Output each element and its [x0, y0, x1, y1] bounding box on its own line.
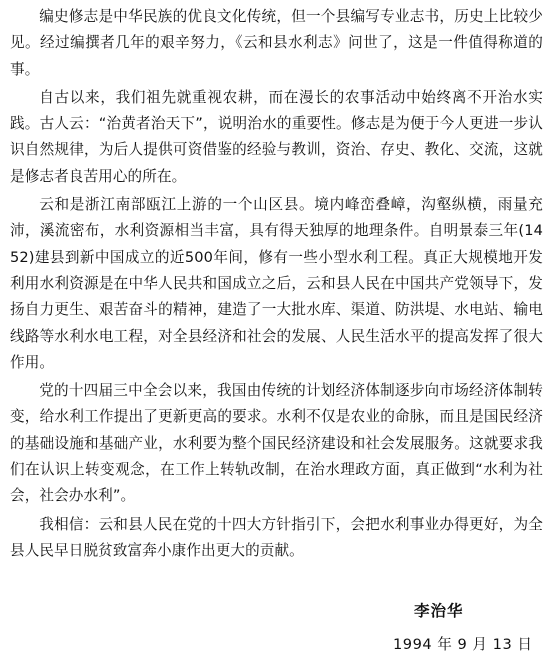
paragraph-geography: 云和是浙江南部瓯江上游的一个山区县。境内峰峦叠嶂，沟壑纵横，雨量充沛，溪流密布，水利资源相当丰富，具有得天独厚的地理条件。自明景泰三年(1452)建县到新中国成立的近500年间，修有一些小型水利工程。真正大规模地开发利用水利资源是在中华人民共和国成立之后，云和县人民在中国共产党领导下，发扬自力更生、艰苦奋斗的精神，建造了一大批水库、渠道、防洪堤、水电站、输电线路等水利水电工程，对全县经济和社会的发展、人民生活水平的提高发挥了很大作用。 — [10, 196, 543, 371]
paragraph-history: 自古以来，我们祖先就重视农耕，而在漫长的农事活动中始终离不开治水实践。古人云：“治黄者治天下”，说明治水的重要性。修志是为便于今人更进一步认识自然规律，为后人提供可资借鉴的经验与教训，资治、存史、教化、交流，这就是修志者良苦用心的所在。 — [10, 88, 543, 185]
paragraph-intro: 编史修志是中华民族的优良文化传统，但一个县编写专业志书，历史上比较少见。经过编撰者几年的艰辛努力，《云和县水利志》问世了，这是一件值得称道的事。 — [10, 8, 543, 78]
paragraph-policy: 党的十四届三中全会以来，我国由传统的计划经济体制逐步向市场经济体制转变，给水利工作提出了更新更高的要求。水利不仅是农业的命脉，而且是国民经济的基础设施和基础产业，水利要为整个国民经济建设和社会发展服务。这就要求我们在认识上转变观念，在工作上转轨改制，在治水理政方面，真正做到“水利为社会，社会办水利”。 — [10, 382, 543, 505]
paragraph-closing: 我相信：云和县人民在党的十四大方针指引下，会把水利事业办得更好，为全县人民早日脱贫致富奔小康作出更大的贡献。 — [10, 515, 543, 559]
signature-date: 1994 年 9 月 13 日 — [393, 636, 533, 653]
author-signature: 李治华 — [414, 602, 464, 620]
